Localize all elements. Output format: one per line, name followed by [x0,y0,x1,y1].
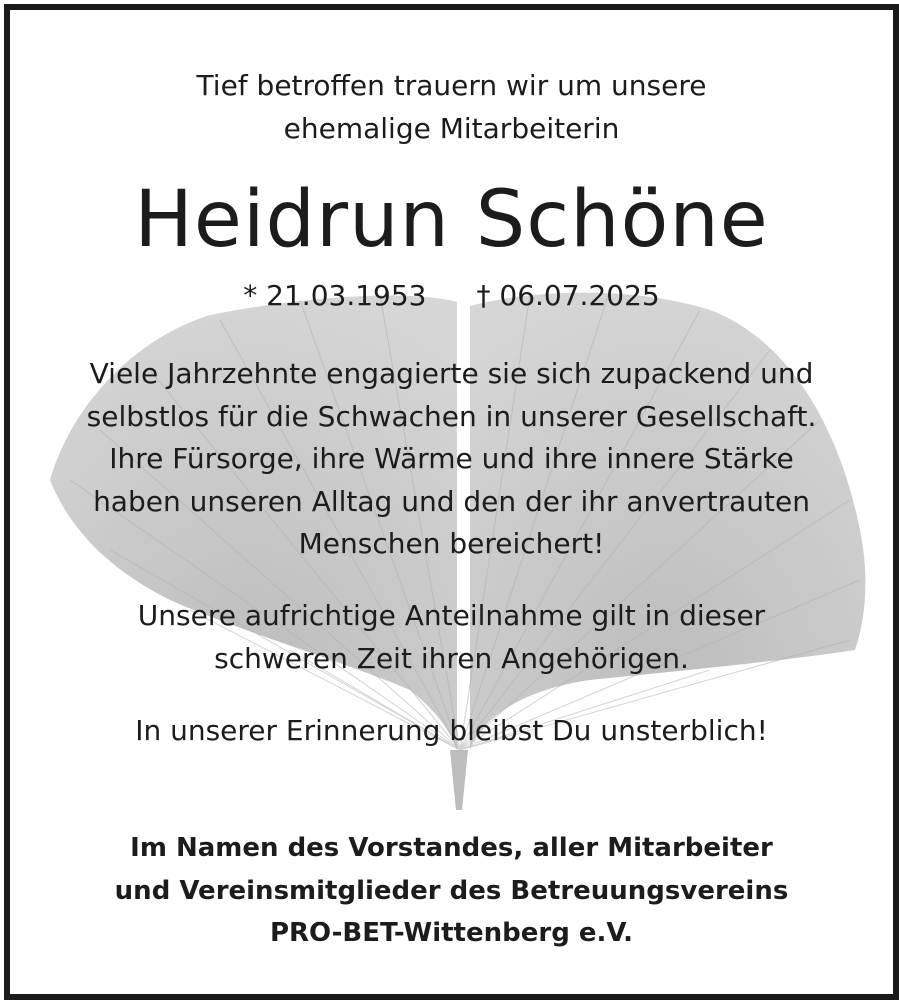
signature-line: PRO-BET-Wittenberg e.V. [269,918,634,948]
intro-line: ehemalige Mitarbeiterin [283,112,620,145]
signature-block [10,827,893,955]
death-date: † 06.07.2025 [476,279,660,312]
paragraph-line: haben unseren Alltag und den der ihr anvertrauten [93,484,810,518]
intro-text [10,64,893,150]
signature-line: Im Namen des Vorstandes, aller Mitarbeiter [130,833,773,863]
paragraph-line: Menschen bereichert! [298,527,605,560]
deceased-name: Heidrun Schöne [134,175,769,265]
memory-paragraph [10,710,893,753]
paragraph-line: Ihre Fürsorge, ihre Wärme und ihre innere Stärke [109,442,794,475]
paragraph-line: schweren Zeit ihren Angehörigen. [214,641,689,675]
birth-date: * 21.03.1953 [243,279,427,312]
paragraph-line: Unsere aufrichtige Anteilnahme gilt in dieser [137,599,766,632]
signature-line: und Vereinsmitglieder des Betreuungsvereins [114,875,789,906]
condolence-paragraph [10,595,893,680]
tribute-paragraph [10,353,893,566]
paragraph-line: Viele Jahrzehnte engagierte sie sich zupackend und [89,357,814,390]
intro-line: Tief betroffen trauern wir um unsere [196,69,707,102]
paragraph-line: In unserer Erinnerung bleibst Du unsterblich! [135,714,768,747]
life-dates [10,276,893,316]
obituary-frame [4,4,899,1000]
paragraph-line: selbstlos für die Schwachen in unserer Gesellschaft. [86,399,817,433]
